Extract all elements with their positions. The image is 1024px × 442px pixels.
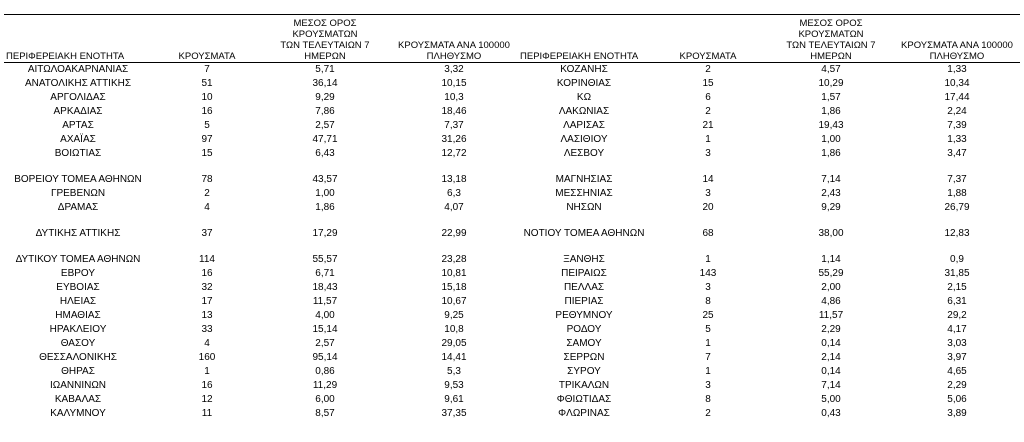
per100k-cell: 22,99: [441, 228, 467, 239]
avg-cell: 7,14: [821, 380, 841, 391]
table-row: [4, 379, 520, 393]
table-row: [520, 323, 1020, 337]
cases-cell: 1: [204, 366, 210, 377]
region-cell: ΣΕΡΡΩΝ: [563, 352, 605, 363]
table-row: [4, 393, 520, 407]
region-cell: ΝΗΣΩΝ: [566, 202, 602, 213]
table-row: [520, 309, 1020, 323]
region-cell: ΡΕΘΥΜΝΟΥ: [555, 310, 613, 321]
spacer-cell: [4, 161, 520, 173]
region-cell: ΚΩ: [576, 92, 592, 103]
avg-cell: 55,29: [818, 268, 844, 279]
table-row: [520, 201, 1020, 215]
avg-cell: 1,00: [315, 188, 335, 199]
cases-cell: 114: [199, 254, 215, 265]
cases-cell: 12: [201, 394, 213, 405]
table-row: [4, 295, 520, 309]
region-cell: ΔΥΤΙΚΗΣ ΑΤΤΙΚΗΣ: [35, 228, 121, 239]
avg-cell: 10,29: [818, 78, 844, 89]
region-cell: ΑΧΑΪΑΣ: [60, 134, 96, 145]
avg-cell: 7,14: [821, 174, 841, 185]
table-row: [4, 133, 520, 147]
header-per100k-line2: ΠΛΗΘΥΣΜΟ: [929, 51, 985, 62]
table-row: [520, 91, 1020, 105]
right-table-body: [520, 63, 1020, 422]
table-row: [520, 173, 1020, 187]
per100k-cell: 29,2: [947, 310, 967, 321]
left-cases-table: [4, 18, 520, 421]
cases-cell: 14: [702, 174, 714, 185]
region-cell: ΑΝΑΤΟΛΙΚΗΣ ΑΤΤΙΚΗΣ: [24, 78, 132, 89]
avg-cell: 11,57: [312, 296, 338, 307]
table-row: [520, 267, 1020, 281]
table-row: [4, 63, 520, 78]
header-cases-per-100k: [894, 18, 1020, 63]
table-row: [520, 227, 1020, 241]
spacer-cell: [520, 161, 1020, 173]
per100k-cell: 1,33: [947, 64, 967, 75]
region-cell: ΠΙΕΡΙΑΣ: [564, 296, 604, 307]
avg-cell: 4,86: [821, 296, 841, 307]
cases-cell: 1: [705, 134, 711, 145]
avg-cell: 9,29: [821, 202, 841, 213]
region-cell: ΠΕΙΡΑΙΩΣ: [561, 268, 607, 279]
avg-cell: 0,43: [821, 408, 841, 419]
avg-cell: 2,00: [821, 282, 841, 293]
cases-cell: 68: [702, 228, 714, 239]
table-row: [4, 105, 520, 119]
header-avg-line1: ΜΕΣΟΣ ΟΡΟΣ ΚΡΟΥΣΜΑΤΩΝ: [292, 18, 358, 40]
per100k-cell: 2,15: [947, 282, 967, 293]
region-cell: ΗΛΕΙΑΣ: [59, 296, 97, 307]
region-cell: ΕΥΒΟΙΑΣ: [56, 282, 100, 293]
cases-cell: 143: [699, 268, 717, 279]
cases-cell: 1: [705, 254, 711, 265]
table-row: [520, 187, 1020, 201]
table-row: [520, 105, 1020, 119]
spacer-cell: [4, 215, 520, 227]
per100k-cell: 3,03: [947, 338, 967, 349]
cases-cell: 8: [705, 296, 711, 307]
cases-cell: 21: [702, 120, 714, 131]
per100k-cell: 29,05: [441, 338, 467, 349]
region-cell: ΗΡΑΚΛΕΙΟΥ: [49, 324, 107, 335]
region-cell: ΗΜΑΘΙΑΣ: [55, 310, 101, 321]
per100k-cell: 18,46: [441, 106, 467, 117]
avg-cell: 4,57: [821, 64, 841, 75]
per100k-cell: 9,25: [444, 310, 464, 321]
header-avg-line3: ΗΜΕΡΩΝ: [810, 51, 852, 62]
avg-cell: 19,43: [818, 120, 844, 131]
per100k-cell: 6,31: [947, 296, 967, 307]
avg-cell: 4,00: [315, 310, 335, 321]
table-row: [4, 119, 520, 133]
cases-cell: 2: [705, 64, 711, 75]
region-cell: ΘΑΣΟΥ: [60, 338, 96, 349]
spacer-row: [520, 215, 1020, 227]
region-cell: ΣΥΡΟΥ: [567, 366, 601, 377]
table-row: [4, 337, 520, 351]
table-row: [520, 351, 1020, 365]
per100k-cell: 2,29: [947, 380, 967, 391]
cases-cell: 78: [201, 174, 213, 185]
region-cell: ΒΟΡΕΙΟΥ ΤΟΜΕΑ ΑΘΗΝΩΝ: [14, 174, 142, 185]
avg-cell: 2,14: [821, 352, 841, 363]
table-row: [520, 133, 1020, 147]
spacer-row: [4, 161, 520, 173]
avg-cell: 18,43: [312, 282, 338, 293]
region-cell: ΚΑΒΑΛΑΣ: [54, 394, 102, 405]
spacer-row: [520, 161, 1020, 173]
per100k-cell: 3,97: [947, 352, 967, 363]
per100k-cell: 9,53: [444, 380, 464, 391]
header-cases-per-100k: [388, 18, 520, 63]
avg-cell: 7,86: [315, 106, 335, 117]
cases-cell: 17: [201, 296, 213, 307]
top-rule: [4, 14, 1020, 15]
header-region: ΠΕΡΙΦΕΡΕΙΑΚΗ ΕΝΟΤΗΤΑ: [4, 18, 152, 63]
per100k-cell: 2,24: [947, 106, 967, 117]
avg-cell: 0,14: [821, 366, 841, 377]
region-cell: ΑΡΤΑΣ: [62, 120, 94, 131]
right-table-panel: [520, 18, 1020, 442]
table-row: [4, 323, 520, 337]
per100k-cell: 37,35: [441, 408, 467, 419]
cases-cell: 15: [201, 148, 213, 159]
region-cell: ΔΥΤΙΚΟΥ ΤΟΜΕΑ ΑΘΗΝΩΝ: [15, 254, 141, 265]
right-cases-table: [520, 18, 1020, 421]
table-row: [520, 119, 1020, 133]
per100k-cell: 10,3: [444, 92, 464, 103]
region-cell: ΛΑΚΩΝΙΑΣ: [558, 106, 610, 117]
table-row: [4, 91, 520, 105]
per100k-cell: 23,28: [441, 254, 467, 265]
cases-cell: 160: [198, 352, 216, 363]
spacer-cell: [4, 241, 520, 253]
table-row: [4, 147, 520, 161]
cases-cell: 11: [201, 408, 213, 419]
cases-cell: 4: [204, 338, 210, 349]
header-per100k-line2: ΠΛΗΘΥΣΜΟ: [426, 51, 482, 62]
region-cell: ΑΡΚΑΔΙΑΣ: [53, 106, 103, 117]
cases-cell: 3: [705, 148, 711, 159]
avg-cell: 6,43: [315, 148, 335, 159]
per100k-cell: 4,17: [947, 324, 967, 335]
region-cell: ΓΡΕΒΕΝΩΝ: [50, 188, 106, 199]
spacer-row: [4, 241, 520, 253]
per100k-cell: 10,8: [444, 324, 464, 335]
per100k-cell: 7,37: [444, 120, 464, 131]
per100k-cell: 31,26: [441, 134, 467, 145]
cases-cell: 2: [705, 106, 711, 117]
region-cell: ΦΛΩΡΙΝΑΣ: [558, 408, 610, 419]
per100k-cell: 6,3: [447, 188, 461, 199]
per100k-cell: 13,18: [441, 174, 467, 185]
table-row: [4, 351, 520, 365]
table-row: [520, 379, 1020, 393]
table-row: [520, 337, 1020, 351]
cases-cell: 2: [204, 188, 210, 199]
region-cell: ΠΕΛΛΑΣ: [563, 282, 605, 293]
cases-cell: 13: [201, 310, 213, 321]
spacer-cell: [520, 241, 1020, 253]
avg-cell: 1,00: [821, 134, 841, 145]
per100k-cell: 4,65: [947, 366, 967, 377]
avg-cell: 15,14: [312, 324, 338, 335]
avg-cell: 38,00: [818, 228, 844, 239]
per100k-cell: 5,3: [447, 366, 461, 377]
table-row: [520, 77, 1020, 91]
per100k-cell: 10,81: [441, 268, 467, 279]
avg-cell: 6,71: [315, 268, 335, 279]
header-region: ΠΕΡΙΦΕΡΕΙΑΚΗ ΕΝΟΤΗΤΑ: [520, 18, 648, 63]
avg-cell: 0,14: [821, 338, 841, 349]
avg-cell: 0,86: [315, 366, 335, 377]
region-cell: ΑΡΓΟΛΙΔΑΣ: [50, 92, 106, 103]
header-7day-average: [768, 18, 894, 63]
per100k-cell: 14,41: [441, 352, 467, 363]
region-cell: ΛΑΣΙΘΙΟΥ: [560, 134, 608, 145]
table-row: [520, 393, 1020, 407]
table-row: [4, 267, 520, 281]
per100k-cell: 10,67: [441, 296, 467, 307]
left-table-panel: [4, 18, 520, 442]
cases-cell: 33: [201, 324, 213, 335]
region-cell: ΛΑΡΙΣΑΣ: [563, 120, 605, 131]
per100k-cell: 1,33: [947, 134, 967, 145]
region-cell: ΒΟΙΩΤΙΑΣ: [54, 148, 102, 159]
cases-cell: 6: [705, 92, 711, 103]
cases-cell: 16: [201, 106, 213, 117]
per100k-cell: 9,61: [444, 394, 464, 405]
region-cell: ΛΕΣΒΟΥ: [563, 148, 605, 159]
spacer-row: [4, 215, 520, 227]
per100k-cell: 12,83: [944, 228, 970, 239]
per100k-cell: 10,15: [441, 78, 467, 89]
region-cell: ΔΡΑΜΑΣ: [57, 202, 99, 213]
header-cases: ΚΡΟΥΣΜΑΤΑ: [648, 18, 768, 63]
avg-cell: 1,86: [821, 148, 841, 159]
table-row: [520, 281, 1020, 295]
avg-cell: 2,57: [315, 338, 335, 349]
region-cell: ΣΑΜΟΥ: [566, 338, 602, 349]
table-row: [4, 227, 520, 241]
per100k-cell: 3,47: [947, 148, 967, 159]
cases-cell: 16: [201, 380, 213, 391]
table-row: [4, 187, 520, 201]
cases-cell: 3: [705, 282, 711, 293]
cases-cell: 3: [705, 380, 711, 391]
region-cell: ΘΕΣΣΑΛΟΝΙΚΗΣ: [39, 352, 117, 363]
header-cases: ΚΡΟΥΣΜΑΤΑ: [152, 18, 262, 63]
region-cell: ΞΑΝΘΗΣ: [563, 254, 605, 265]
region-cell: ΡΟΔΟΥ: [566, 324, 602, 335]
avg-cell: 9,29: [315, 92, 335, 103]
header-per100k-line1: ΚΡΟΥΣΜΑΤΑ ΑΝΑ 100000: [901, 40, 1013, 51]
per100k-cell: 7,39: [947, 120, 967, 131]
table-row: [4, 173, 520, 187]
header-avg-line3: ΗΜΕΡΩΝ: [304, 51, 346, 62]
table-row: [4, 407, 520, 421]
cases-cell: 2: [705, 408, 711, 419]
cases-cell: 20: [702, 202, 714, 213]
header-avg-line2: ΤΩΝ ΤΕΛΕΥΤΑΙΩΝ 7: [280, 40, 370, 51]
avg-cell: 55,57: [312, 254, 338, 265]
left-header-row: [4, 18, 520, 63]
avg-cell: 1,57: [821, 92, 841, 103]
region-cell: ΝΟΤΙΟΥ ΤΟΜΕΑ ΑΘΗΝΩΝ: [523, 228, 645, 239]
avg-cell: 36,14: [312, 78, 338, 89]
region-cell: ΕΒΡΟΥ: [60, 268, 96, 279]
cases-cell: 1: [705, 338, 711, 349]
table-row: [520, 365, 1020, 379]
table-row: [520, 295, 1020, 309]
avg-cell: 17,29: [312, 228, 338, 239]
cases-cell: 16: [201, 268, 213, 279]
avg-cell: 2,29: [821, 324, 841, 335]
per100k-cell: 17,44: [944, 92, 970, 103]
cases-cell: 5: [705, 324, 711, 335]
per100k-cell: 5,06: [947, 394, 967, 405]
avg-cell: 11,29: [312, 380, 338, 391]
avg-cell: 8,57: [315, 408, 335, 419]
cases-cell: 8: [705, 394, 711, 405]
region-cell: ΜΑΓΝΗΣΙΑΣ: [555, 174, 613, 185]
header-7day-average: [262, 18, 388, 63]
table-row: [520, 147, 1020, 161]
region-cell: ΙΩΑΝΝΙΝΩΝ: [49, 380, 107, 391]
table-row: [4, 253, 520, 267]
table-row: [4, 281, 520, 295]
avg-cell: 1,86: [821, 106, 841, 117]
avg-cell: 2,43: [821, 188, 841, 199]
header-avg-line2: ΤΩΝ ΤΕΛΕΥΤΑΙΩΝ 7: [786, 40, 876, 51]
per100k-cell: 3,89: [947, 408, 967, 419]
avg-cell: 11,57: [818, 310, 844, 321]
table-row: [520, 253, 1020, 267]
cases-cell: 15: [702, 78, 714, 89]
table-row: [4, 309, 520, 323]
cases-cell: 7: [705, 352, 711, 363]
per100k-cell: 31,85: [944, 268, 970, 279]
per100k-cell: 26,79: [944, 202, 970, 213]
cases-cell: 37: [201, 228, 213, 239]
cases-cell: 32: [201, 282, 213, 293]
avg-cell: 95,14: [312, 352, 338, 363]
avg-cell: 5,00: [821, 394, 841, 405]
spacer-cell: [520, 215, 1020, 227]
avg-cell: 47,71: [312, 134, 338, 145]
region-cell: ΤΡΙΚΑΛΩΝ: [558, 380, 610, 391]
table-row: [520, 63, 1020, 78]
table-row: [4, 365, 520, 379]
avg-cell: 43,57: [312, 174, 338, 185]
region-cell: ΜΕΣΣΗΝΙΑΣ: [555, 188, 613, 199]
table-row: [4, 201, 520, 215]
per100k-cell: 7,37: [947, 174, 967, 185]
cases-cell: 1: [705, 366, 711, 377]
per100k-cell: 4,07: [444, 202, 464, 213]
cases-cell: 51: [201, 78, 213, 89]
region-cell: ΚΟΖΑΝΗΣ: [560, 64, 608, 75]
cases-cell: 4: [204, 202, 210, 213]
cases-cell: 25: [702, 310, 714, 321]
per100k-cell: 10,34: [944, 78, 970, 89]
region-cell: ΑΙΤΩΛΟΑΚΑΡΝΑΝΙΑΣ: [27, 64, 129, 75]
header-avg-line1: ΜΕΣΟΣ ΟΡΟΣ ΚΡΟΥΣΜΑΤΩΝ: [798, 18, 864, 40]
cases-cell: 7: [204, 64, 210, 75]
region-cell: ΦΘΙΩΤΙΔΑΣ: [556, 394, 612, 405]
avg-cell: 5,71: [315, 64, 335, 75]
region-cell: ΘΗΡΑΣ: [61, 366, 95, 377]
per100k-cell: 15,18: [441, 282, 467, 293]
cases-cell: 10: [201, 92, 213, 103]
table-row: [4, 77, 520, 91]
region-cell: ΚΟΡΙΝΘΙΑΣ: [556, 78, 612, 89]
cases-cell: 97: [201, 134, 213, 145]
cases-cell: 3: [705, 188, 711, 199]
per100k-cell: 0,9: [950, 254, 964, 265]
header-per100k-line1: ΚΡΟΥΣΜΑΤΑ ΑΝΑ 100000: [398, 40, 510, 51]
region-cell: ΚΑΛΥΜΝΟΥ: [50, 408, 106, 419]
table-row: [520, 407, 1020, 421]
avg-cell: 2,57: [315, 120, 335, 131]
per100k-cell: 3,32: [444, 64, 464, 75]
cases-cell: 5: [204, 120, 210, 131]
right-header-row: [520, 18, 1020, 63]
avg-cell: 6,00: [315, 394, 335, 405]
left-table-body: [4, 63, 520, 422]
spacer-row: [520, 241, 1020, 253]
avg-cell: 1,86: [315, 202, 335, 213]
avg-cell: 1,14: [821, 254, 841, 265]
per100k-cell: 1,88: [947, 188, 967, 199]
per100k-cell: 12,72: [441, 148, 467, 159]
